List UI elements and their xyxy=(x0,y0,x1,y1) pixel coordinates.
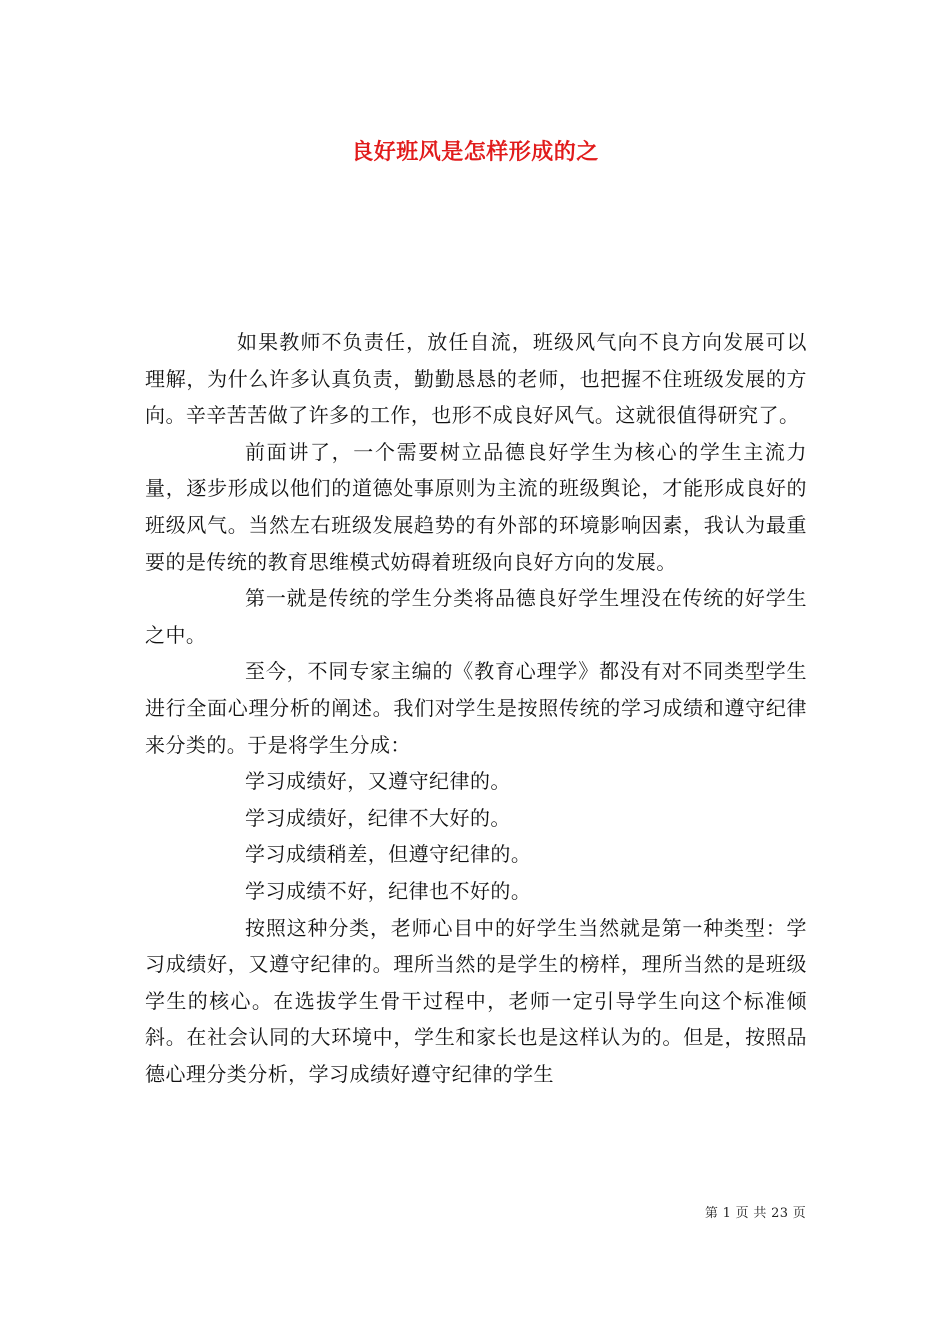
paragraph-2: 前面讲了，一个需要树立品德良好学生为核心的学生主流力量，逐步形成以他们的道德处事原则为主流的班级舆论，才能形成良好的班级风气。当然左右班级发展趋势的有外部的环境影响因素，我认为最重要的是传统的教育思维模式妨碍着班级向良好方向的发展。 xyxy=(145,439,807,574)
document-body xyxy=(145,324,807,1092)
document-title: 良好班风是怎样形成的之 xyxy=(351,139,599,165)
classification-item-2: 学习成绩好，纪律不大好的。 xyxy=(245,805,511,830)
classification-item-3: 学习成绩稍差，但遵守纪律的。 xyxy=(245,842,532,867)
page-number-footer: 第 1 页 共 23 页 xyxy=(704,1206,806,1221)
classification-item-4: 学习成绩不好，纪律也不好的。 xyxy=(245,878,532,903)
paragraph-4: 至今，不同专家主编的《教育心理学》都没有对不同类型学生进行全面心理分析的阐述。我们对学生是按照传统的学习成绩和遵守纪律来分类的。于是将学生分成： xyxy=(145,659,807,757)
paragraph-3: 第一就是传统的学生分类将品德良好学生埋没在传统的好学生之中。 xyxy=(145,586,807,647)
paragraph-5: 按照这种分类，老师心目中的好学生当然就是第一种类型：学习成绩好，又遵守纪律的。理所当然的是学生的榜样，理所当然的是班级学生的核心。在选拔学生骨干过程中，老师一定引导学生向这个标准倾斜。在社会认同的大环境中，学生和家长也是这样认为的。但是，按照品德心理分类分析，学习成绩好遵守纪律的学生 xyxy=(145,915,807,1086)
paragraph-1: 如果教师不负责任，放任自流，班级风气向不良方向发展可以理解，为什么许多认真负责，勤勤恳恳的老师，也把握不住班级发展的方向。辛辛苦苦做了许多的工作，也形不成良好风气。这就很值得研究了。 xyxy=(145,330,807,428)
classification-item-1: 学习成绩好，又遵守纪律的。 xyxy=(245,769,511,794)
